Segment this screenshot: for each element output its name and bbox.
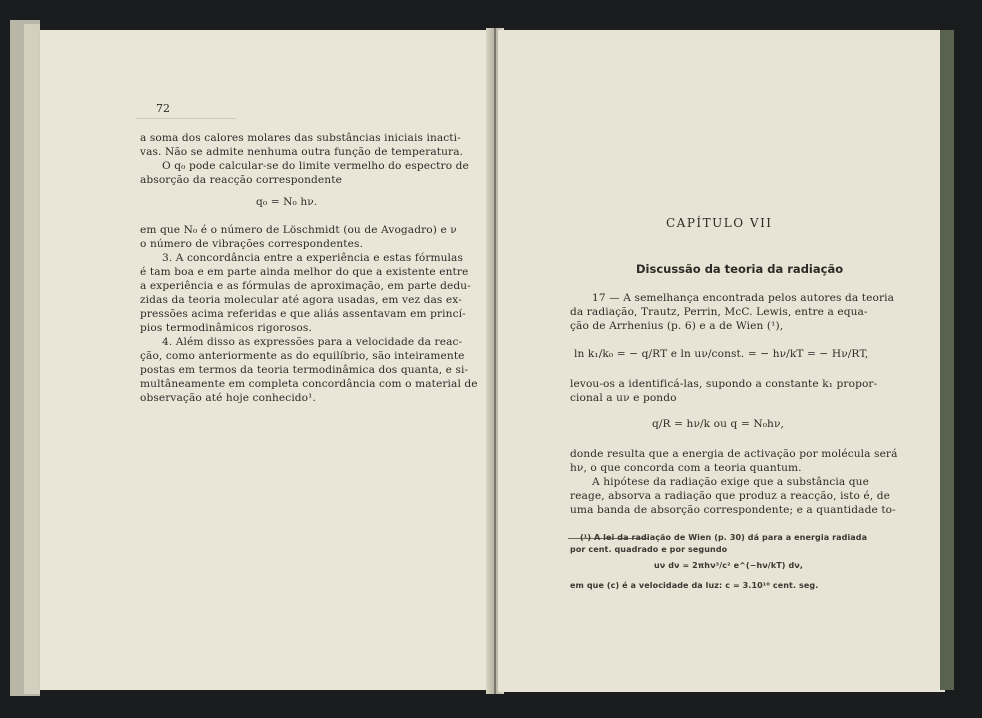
text-line: é tam boa e em parte ainda melhor do que a existente entre <box>140 266 469 278</box>
text-line: em que N₀ é o número de Löschmidt (ou de Avogadro) e ν <box>140 224 457 236</box>
text-line: postas em termos da teoria termodinâmica dos quanta, e si- <box>140 364 469 376</box>
section-title: Discussão da teoria da radiação <box>636 262 844 276</box>
text-line: o número de vibrações correspondentes. <box>140 238 363 250</box>
text-line: 3. A concordância entre a experiência e estas fórmulas <box>162 252 463 264</box>
text-line: pios termodinâmicos rigorosos. <box>140 322 312 334</box>
text-line: cional a uν e pondo <box>570 392 677 404</box>
text-line: 17 — A semelhança encontrada pelos autores da teoria <box>592 292 895 304</box>
text-line: observação até hoje conhecido¹. <box>140 392 316 404</box>
text-line: ção, como anteriormente as do equilíbrio, são inteiramente <box>140 350 465 362</box>
text-line: multâneamente em completa concordância com o material de <box>140 378 478 390</box>
text-line: hν, o que concorda com a teoria quantum. <box>570 462 802 474</box>
left-page <box>38 30 495 690</box>
text-line: ção de Arrhenius (p. 6) e a de Wien (¹), <box>570 320 784 332</box>
footnote-line: por cent. quadrado e por segundo <box>570 545 728 554</box>
right-page <box>498 30 945 692</box>
header-rule <box>136 118 236 119</box>
text-line: uma banda de absorção correspondente; e a quantidade to- <box>570 504 896 516</box>
equation: q₀ = N₀ hν. <box>256 196 318 208</box>
text-line: donde resulta que a energia de activação por molécula será <box>570 448 898 460</box>
text-line: a experiência e as fórmulas de aproximação, em parte dedu- <box>140 280 471 292</box>
page-number: 72 <box>156 102 170 115</box>
text-line: pressões acima referidas e que aliás assentavam em princí- <box>140 308 466 320</box>
text-line: A hipótese da radiação exige que a substância que <box>592 476 869 488</box>
text-line: zidas da teoria molecular até agora usadas, em vez das ex- <box>140 294 462 306</box>
footnote-line: (¹) A lei da radiação de Wien (p. 30) dá para a energia radiada <box>580 533 868 542</box>
equation: q/R = hν/k ou q = N₀hν, <box>652 418 784 430</box>
text-line: reage, absorva a radiação que produz a reacção, isto é, de <box>570 490 890 502</box>
footnote-line: em que (c) é a velocidade da luz: c = 3.10¹⁰ cent. seg. <box>570 581 819 590</box>
text-line: a soma dos calores molares das substâncias iniciais inacti- <box>140 132 461 144</box>
text-line: levou-os a identificá-las, supondo a constante k₁ propor- <box>570 378 878 390</box>
text-line: 4. Além disso as expressões para a velocidade da reac- <box>162 336 463 348</box>
equation: ln k₁/k₀ = − q/RT e ln uν/const. = − hν/kT = − Hν/RT, <box>574 348 869 360</box>
text-line: absorção da reacção correspondente <box>140 174 342 186</box>
text-line: da radiação, Trautz, Perrin, McC. Lewis, entre a equa- <box>570 306 868 318</box>
text-line: O q₀ pode calcular-se do limite vermelho do espectro de <box>162 160 469 172</box>
footnote-equation: uν dν = 2πhν³/c² e^(−hν/kT) dν, <box>654 561 803 570</box>
chapter-heading: CAPÍTULO VII <box>666 216 773 230</box>
cover-edge <box>940 30 954 690</box>
text-line: vas. Não se admite nenhuma outra função de temperatura. <box>140 146 464 158</box>
